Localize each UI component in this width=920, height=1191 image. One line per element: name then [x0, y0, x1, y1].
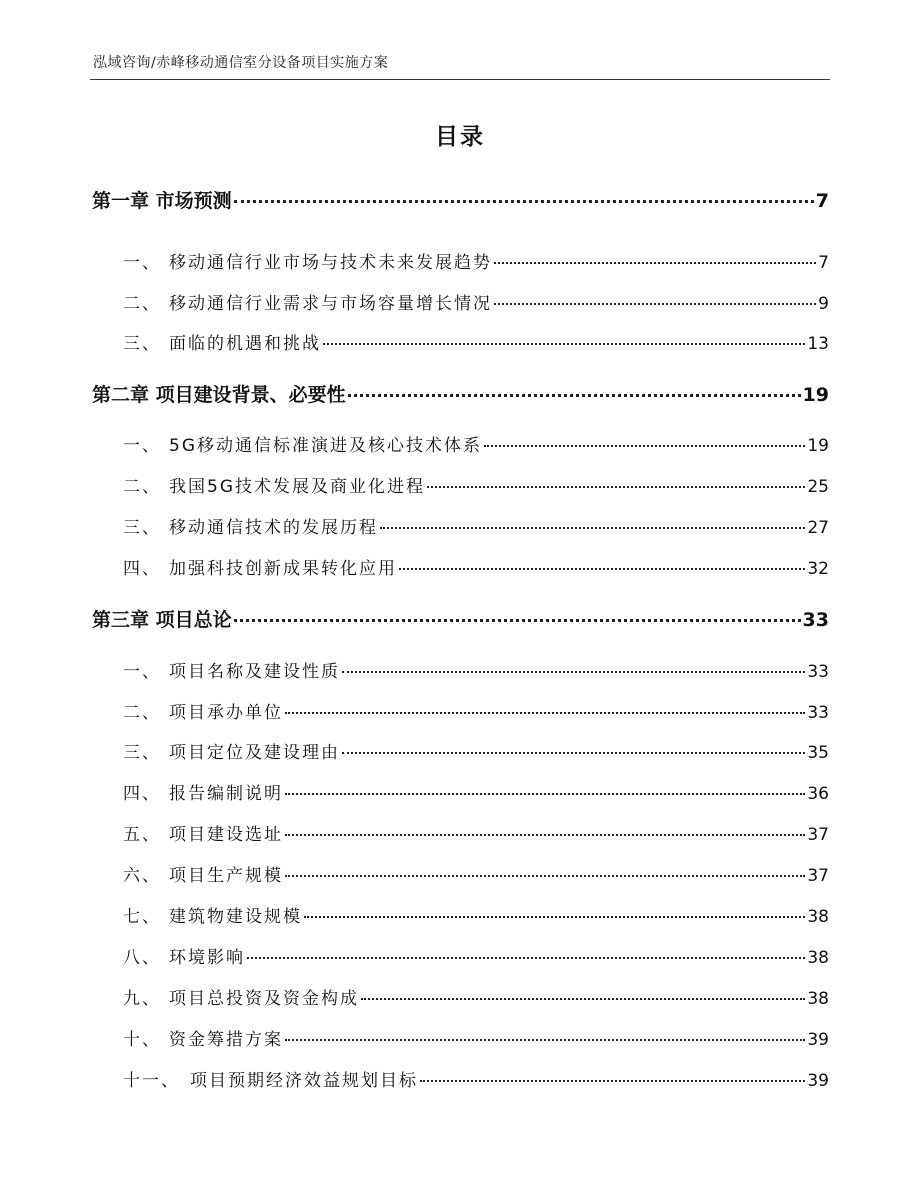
toc-section[interactable]: [92, 779, 829, 804]
toc-page-number: 33: [807, 662, 829, 682]
toc-entry-number: 十、: [123, 1030, 161, 1050]
toc-page-number: 32: [807, 559, 829, 579]
dot-leader: [380, 525, 805, 529]
toc-entry-label: 5G移动通信标准演进及核心技术体系: [169, 436, 482, 456]
dot-leader: [323, 341, 805, 345]
toc-section[interactable]: [92, 984, 829, 1009]
toc-entry-label: 移动通信技术的发展历程: [169, 518, 378, 538]
toc-entry-number: 三、: [123, 518, 161, 538]
toc-entry-label: 我国5G技术发展及商业化进程: [169, 477, 425, 497]
dot-leader: [247, 955, 805, 959]
toc-entry-number: 二、: [123, 703, 161, 723]
toc-entry-label: 面临的机遇和挑战: [169, 334, 321, 354]
running-header: 泓域咨询/赤峰移动通信室分设备项目实施方案: [93, 55, 389, 71]
toc-page-number: 7: [815, 190, 829, 212]
toc-entry-label: 项目建设选址: [169, 825, 283, 845]
dot-leader: [399, 566, 805, 570]
dot-leader: [234, 617, 801, 622]
toc-section[interactable]: [92, 698, 829, 723]
toc-entry-label: 环境影响: [169, 948, 245, 968]
dot-leader: [494, 301, 816, 305]
toc-page-number: 9: [818, 294, 829, 314]
dot-leader: [361, 996, 805, 1000]
toc-entry-number: 七、: [123, 907, 161, 927]
dot-leader: [342, 669, 805, 673]
dot-leader: [234, 198, 814, 203]
toc-entry-number: 三、: [123, 334, 161, 354]
toc-entry-label: 移动通信行业需求与市场容量增长情况: [169, 294, 492, 314]
toc-entry-number: 五、: [123, 825, 161, 845]
toc-entry-number: 一、: [123, 253, 161, 273]
toc-entry-label: 项目总投资及资金构成: [169, 989, 359, 1009]
toc-entry-number: 一、: [123, 662, 161, 682]
toc-page-number: 39: [807, 1030, 829, 1050]
dot-leader: [494, 260, 816, 264]
toc-section[interactable]: [92, 657, 829, 682]
toc-entry-number: 八、: [123, 948, 161, 968]
dot-leader: [342, 750, 805, 754]
toc-entry-number: 九、: [123, 989, 161, 1009]
toc-entry-label: 第一章 市场预测: [92, 190, 232, 212]
toc-section[interactable]: [92, 248, 829, 273]
dot-leader: [285, 1037, 805, 1041]
dot-leader: [285, 791, 805, 795]
toc-section[interactable]: [92, 554, 829, 579]
toc-entry-number: 四、: [123, 559, 161, 579]
toc-entry-number: 六、: [123, 866, 161, 886]
toc-section[interactable]: [92, 329, 829, 354]
toc-entry-label: 移动通信行业市场与技术未来发展趋势: [169, 253, 492, 273]
dot-leader: [348, 392, 801, 397]
dot-leader: [285, 710, 805, 714]
toc-entry-number: 二、: [123, 477, 161, 497]
toc-page-number: 38: [807, 907, 829, 927]
toc-section[interactable]: [92, 289, 829, 314]
toc-entry-label: 项目名称及建设性质: [169, 662, 340, 682]
toc-page-number: 37: [807, 866, 829, 886]
toc-page-number: 25: [807, 477, 829, 497]
dot-leader: [420, 1078, 805, 1082]
toc-page-number: 19: [807, 436, 829, 456]
toc-page-number: 13: [807, 334, 829, 354]
dot-leader: [285, 873, 805, 877]
toc-section[interactable]: [92, 1066, 829, 1091]
toc-page-number: 38: [807, 948, 829, 968]
toc-page-number: 33: [802, 609, 829, 631]
toc-section[interactable]: [92, 943, 829, 968]
dot-leader: [427, 484, 805, 488]
toc-entry-label: 第二章 项目建设背景、必要性: [92, 384, 346, 406]
toc-page-number: 33: [807, 703, 829, 723]
toc-page-number: 38: [807, 989, 829, 1009]
toc-chapter[interactable]: [92, 186, 829, 213]
toc-section[interactable]: [92, 738, 829, 763]
toc-page-number: 39: [807, 1071, 829, 1091]
toc-entry-label: 项目定位及建设理由: [169, 743, 340, 763]
toc-chapter[interactable]: [92, 605, 829, 632]
toc-chapter[interactable]: [92, 380, 829, 407]
toc-entry-label: 加强科技创新成果转化应用: [169, 559, 397, 579]
toc-entry-label: 资金筹措方案: [169, 1030, 283, 1050]
toc-entry-label: 建筑物建设规模: [169, 907, 302, 927]
toc-title: 目录: [435, 124, 485, 150]
toc-page-number: 36: [807, 784, 829, 804]
toc-entry-label: 报告编制说明: [169, 784, 283, 804]
table-of-contents: [92, 0, 829, 1191]
toc-page-number: 19: [802, 384, 829, 406]
toc-entry-label: 项目生产规模: [169, 866, 283, 886]
toc-section[interactable]: [92, 431, 829, 456]
dot-leader: [285, 832, 805, 836]
toc-section[interactable]: [92, 1025, 829, 1050]
toc-entry-number: 二、: [123, 294, 161, 314]
toc-entry-number: 四、: [123, 784, 161, 804]
toc-section[interactable]: [92, 820, 829, 845]
toc-entry-label: 第三章 项目总论: [92, 609, 232, 631]
dot-leader: [304, 914, 805, 918]
toc-section[interactable]: [92, 902, 829, 927]
toc-entry-number: 十一、: [123, 1071, 180, 1091]
toc-page-number: 37: [807, 825, 829, 845]
dot-leader: [484, 443, 805, 447]
toc-entry-label: 项目预期经济效益规划目标: [190, 1071, 418, 1091]
toc-page-number: 35: [807, 743, 829, 763]
toc-section[interactable]: [92, 861, 829, 886]
toc-entry-number: 三、: [123, 743, 161, 763]
toc-page-number: 27: [807, 518, 829, 538]
toc-page-number: 7: [818, 253, 829, 273]
toc-entry-label: 项目承办单位: [169, 703, 283, 723]
toc-section[interactable]: [92, 472, 829, 497]
toc-entry-number: 一、: [123, 436, 161, 456]
toc-section[interactable]: [92, 513, 829, 538]
